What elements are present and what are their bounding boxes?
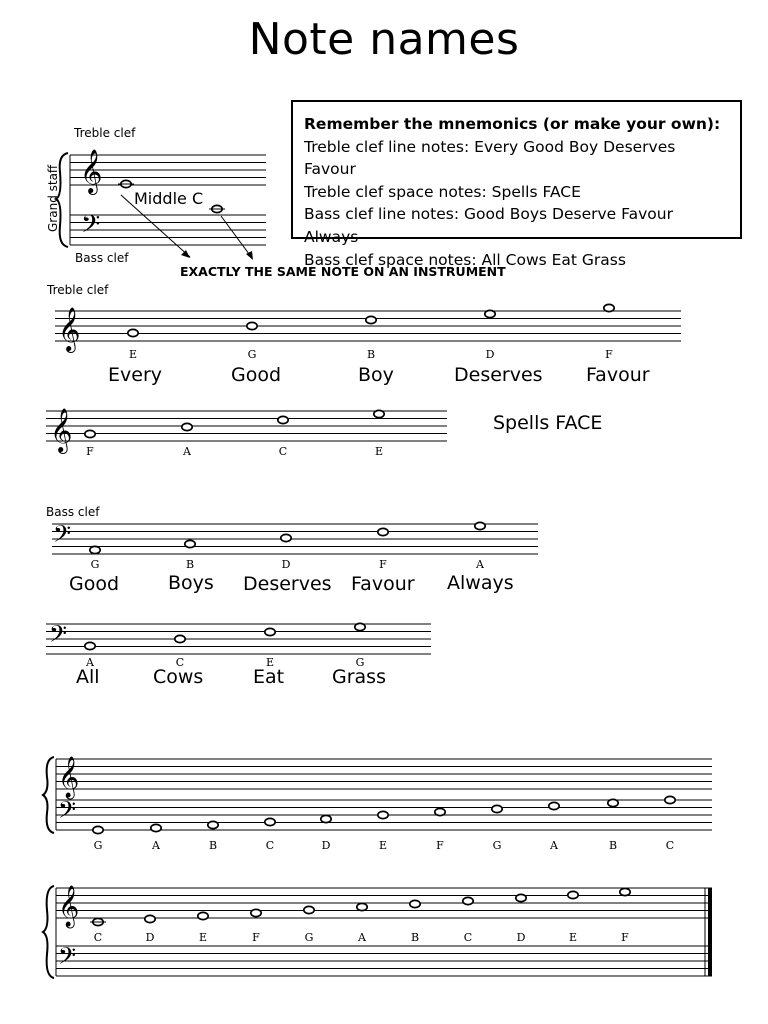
treble-scale-note [463, 897, 473, 904]
treble-line-note [366, 316, 376, 323]
bass-line-note-label: F [379, 558, 387, 571]
bass-scale-note [549, 802, 559, 809]
bass-line-note-label: B [185, 558, 195, 571]
word-eat: Eat [253, 666, 285, 688]
treble-clef-icon: 𝄞 [58, 886, 80, 927]
bass-line-note [185, 540, 195, 547]
treble-line-note-label: G [247, 348, 257, 361]
treble-line-note-label: F [605, 348, 613, 361]
word-cows: Cows [153, 666, 204, 688]
bass-scale-note-label: G [93, 839, 103, 852]
grand-staff-side-label: Grand staff [46, 164, 60, 232]
treble-space-note-label: C [278, 445, 288, 458]
bass-scale-note-label: C [665, 839, 675, 852]
page-title: Note names [248, 14, 520, 65]
treble-scale-note-label: D [516, 931, 526, 944]
treble-space-note-label: E [374, 445, 384, 458]
bass-scale-note [608, 799, 618, 806]
treble-scale-note-label: G [304, 931, 314, 944]
word-favour: Favour [586, 364, 650, 386]
bass-line-note [378, 528, 388, 535]
mnemonic-treble-spaces: Treble clef space notes: Spells FACE [304, 182, 581, 201]
bass-scale-note [151, 824, 161, 831]
bass-space-note [265, 628, 275, 635]
scale1-brace [43, 757, 54, 833]
bass-space-note-label: C [175, 656, 185, 669]
bass-scale-note-label: B [208, 839, 218, 852]
treble-scale-note [357, 903, 367, 910]
bass-scale-note [435, 808, 445, 815]
word-deserves-bass: Deserves [243, 573, 332, 595]
word-grass: Grass [332, 666, 386, 688]
treble-scale-note-label: E [198, 931, 208, 944]
treble-line-note-label: E [128, 348, 138, 361]
treble-scale-note [198, 912, 208, 919]
middle-c-label: Middle C [134, 189, 204, 208]
bass-scale-note-label: D [321, 839, 331, 852]
bass-space-note-label: G [355, 656, 365, 669]
example-brace [56, 153, 68, 247]
treble-space-note [85, 430, 95, 437]
bass-scale-note [321, 815, 331, 822]
mnemonic-bass-spaces: Bass clef space notes: All Cows Eat Grass [304, 250, 626, 269]
spells-face-label: Spells FACE [493, 412, 603, 434]
bass-scale-note-label: C [265, 839, 275, 852]
treble-scale-note [568, 891, 578, 898]
treble-space-note [374, 410, 384, 417]
treble-scale-note-label: C [93, 931, 103, 944]
bass-scale-note [208, 821, 218, 828]
treble-scale-note [620, 888, 630, 895]
bass-line-note-label: D [281, 558, 291, 571]
bass-clef-icon: 𝄢 [49, 620, 68, 653]
treble-line-note-label: B [366, 348, 376, 361]
bass-clef-icon: 𝄢 [53, 520, 72, 553]
bass-line-note [90, 546, 100, 553]
treble-clef-icon: 𝄞 [58, 757, 80, 798]
mnemonic-treble-lines: Treble clef line notes: Every Good Boy Deserves Favour [304, 137, 676, 179]
treble-space-note-label: A [183, 445, 191, 458]
bass-clef-icon: 𝄢 [58, 942, 77, 975]
bass-scale-note [492, 805, 502, 812]
bass-scale-note-label: G [492, 839, 502, 852]
bass-space-note [175, 635, 185, 642]
bass-clef-icon: 𝄢 [58, 796, 77, 829]
treble-line-note-label: D [485, 348, 495, 361]
example-treble-clef: 𝄞 [80, 149, 103, 193]
treble-line-note [128, 329, 138, 336]
treble-scale-note-label: A [358, 931, 366, 944]
treble-clef-icon: 𝄞 [58, 307, 81, 351]
bass-line-note-label: G [90, 558, 100, 571]
mnemonics-heading: Remember the mnemonics (or make your own): [304, 115, 721, 133]
treble-scale-note-label: F [252, 931, 260, 944]
bass-scale-note-label: A [152, 839, 160, 852]
treble-scale-note [251, 909, 261, 916]
bass-space-note [85, 642, 95, 649]
treble-scale-note-label: F [621, 931, 629, 944]
word-good: Good [231, 364, 282, 386]
arrow-head-icon [246, 251, 253, 260]
bass-space-note-label: A [86, 656, 94, 669]
bass-line-note-label: A [476, 558, 484, 571]
scale2-brace [43, 886, 54, 978]
bass-scale-note-label: E [378, 839, 388, 852]
treble-scale-note-label: C [463, 931, 473, 944]
bass-scale-note-label: B [608, 839, 618, 852]
same-note-caption: EXACTLY THE SAME NOTE ON AN INSTRUMENT [180, 264, 506, 279]
word-favour-bass: Favour [351, 573, 415, 595]
bass-scale-note [265, 818, 275, 825]
treble-scale-note-label: B [410, 931, 420, 944]
treble-section-label: Treble clef [47, 283, 109, 297]
treble-scale-note [304, 906, 314, 913]
bass-space-note [355, 623, 365, 630]
word-boy: Boy [358, 364, 394, 386]
treble-scale-note [410, 900, 420, 907]
word-boys: Boys [168, 572, 214, 594]
example-bass-clef: 𝄢 [81, 210, 101, 245]
word-deserves: Deserves [454, 364, 543, 386]
treble-space-note [278, 416, 288, 423]
treble-scale-note-label: D [145, 931, 155, 944]
middle-c-arrow [121, 195, 190, 257]
treble-scale-note-label: E [568, 931, 578, 944]
bass-section-label: Bass clef [46, 505, 100, 519]
bass-scale-note-label: A [550, 839, 558, 852]
word-all: All [76, 666, 100, 688]
arrow-head-icon [181, 250, 190, 258]
treble-clef-icon: 𝄞 [50, 408, 73, 452]
bass-line-note [281, 534, 291, 541]
mnemonic-bass-lines: Bass clef line notes: Good Boys Deserve Favour Always [304, 205, 673, 246]
treble-space-note-label: F [86, 445, 94, 458]
bass-scale-note [378, 811, 388, 818]
example-bass-label: Bass clef [75, 251, 129, 265]
bass-scale-note-label: F [436, 839, 444, 852]
treble-line-note [247, 322, 257, 329]
treble-scale-note [516, 894, 526, 901]
bass-line-note [475, 522, 485, 529]
word-always: Always [447, 572, 514, 594]
word-good-bass: Good [69, 573, 120, 595]
bass-scale-note [665, 796, 675, 803]
bass-space-note-label: E [265, 656, 275, 669]
treble-line-note [485, 310, 495, 317]
word-every: Every [108, 364, 162, 386]
bass-scale-note [93, 826, 103, 833]
treble-line-note [604, 304, 614, 311]
treble-space-note [182, 423, 192, 430]
example-treble-label: Treble clef [74, 126, 136, 140]
treble-scale-note [145, 915, 155, 922]
